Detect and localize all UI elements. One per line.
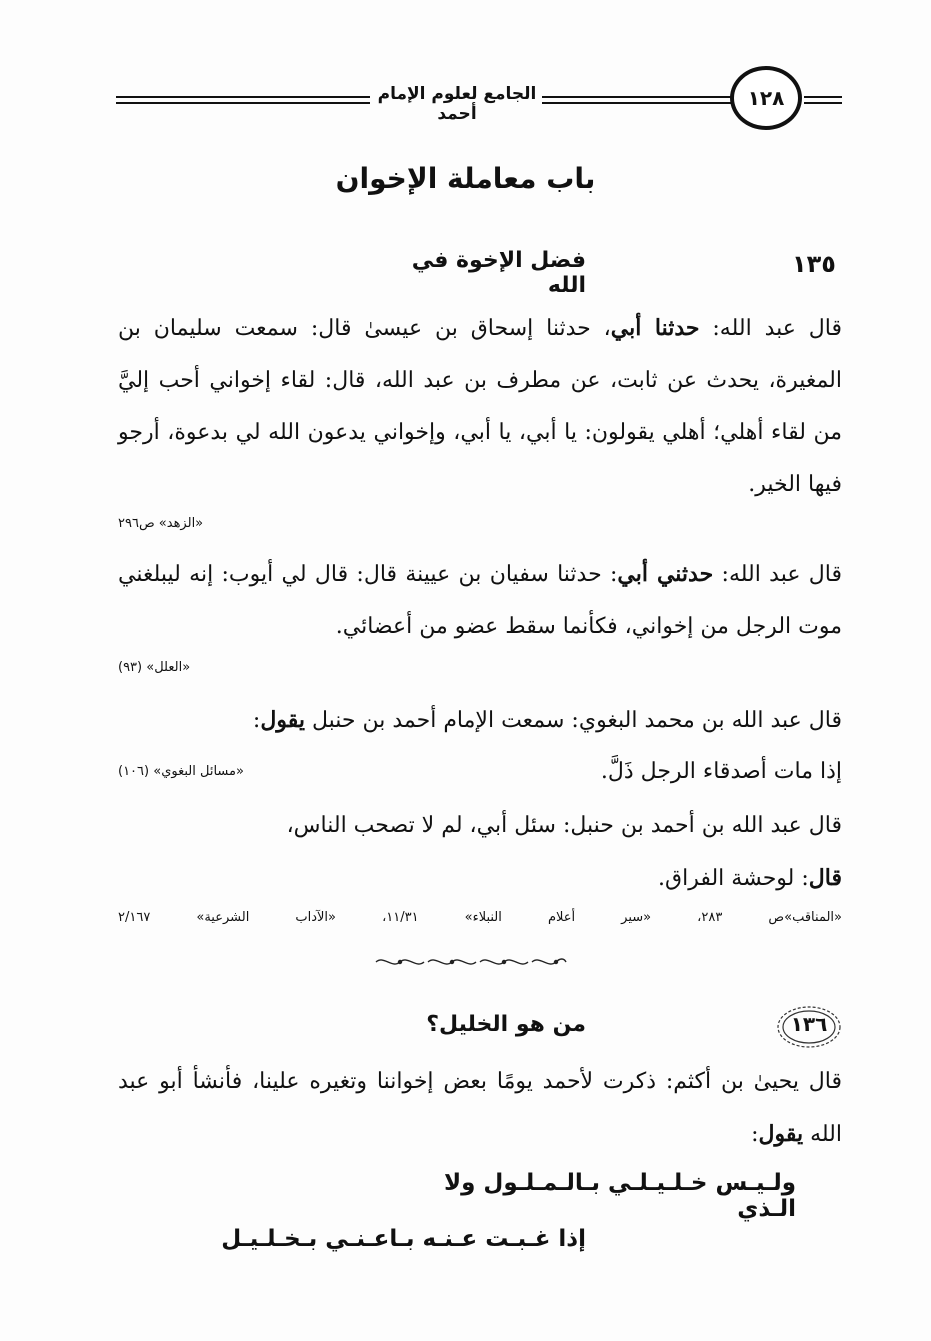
paragraph: قال عبد الله بن محمد البغوي: سمعت الإمام أحمد بن حنبل يقول:: [252, 707, 842, 733]
paragraph: قال يحيىٰ بن أكثم: ذكرت لأحمد يومًا بعض إخواننا وتغيره علينا، فأنشأ أبو عبد الله يقول:: [118, 1069, 842, 1147]
header-rule: [804, 96, 842, 98]
header-rule: [804, 102, 842, 104]
ornament-divider-icon: [370, 954, 570, 970]
section-title: من هو الخليل؟: [426, 1012, 586, 1037]
header-rule: [542, 102, 732, 104]
header-rule: [116, 96, 370, 98]
source-reference: «مسائل البغوي» (١٠٦): [118, 764, 244, 779]
header-rule: [116, 102, 370, 104]
paragraph-line: إذا مات أصدقاء الرجل ذَلَّ.: [600, 759, 842, 784]
section-number: ١٣٦: [790, 1012, 828, 1036]
source-reference: «العلل» (٩٣): [118, 660, 191, 675]
section-title: فضل الإخوة في الله: [411, 248, 586, 298]
section-number: ١٣٥: [792, 250, 836, 278]
header-rule: [542, 96, 732, 98]
paragraph: قال عبد الله بن أحمد بن حنبل: سئل أبي، لم لا تصحب الناس،: [286, 813, 842, 838]
paragraph: قال: لوحشة الفراق.: [658, 865, 842, 891]
chapter-title: باب معاملة الإخوان: [335, 162, 596, 195]
poem-verse: إذا غـبـت عـنـه بـاعـنـي بـخـلـيـل: [221, 1226, 586, 1252]
running-title: الجامع لعلوم الإمام أحمد: [377, 84, 537, 124]
source-reference: «المناقب»ص ٢٨٣، «سير أعلام النبلاء» ١١/٣١، «الآداب الشرعية» ٢/١٦٧: [118, 910, 842, 925]
poem-verse: ولـيـس خـلـيـلـي بـالـمـلـول ولا الـذي: [444, 1170, 796, 1222]
page-number-badge: [730, 66, 802, 130]
paragraph: قال عبد الله: حدثني أبي: حدثنا سفيان بن عيينة قال: قال لي أيوب: إنه ليبلغني موت الرجل من إخواني، فكأنما سقط عضو من أعضائي.: [118, 561, 842, 639]
paragraph: قال عبد الله: حدثنا أبي، حدثنا إسحاق بن عيسىٰ قال: سمعت سليمان بن المغيرة، يحدث عن ثابت، عن مطرف بن عبد الله، قال: لقاء إخواني أحب إليَّ من لقاء أهلي؛ أهلي يقولون: يا أبي، يا أبي، وإخواني يدعون الله لي بدعوة، أرجو فيها الخير.: [118, 315, 842, 497]
source-reference: «الزهد» ص٢٩٦: [118, 516, 204, 531]
page-number: ١٢٨: [747, 86, 785, 110]
